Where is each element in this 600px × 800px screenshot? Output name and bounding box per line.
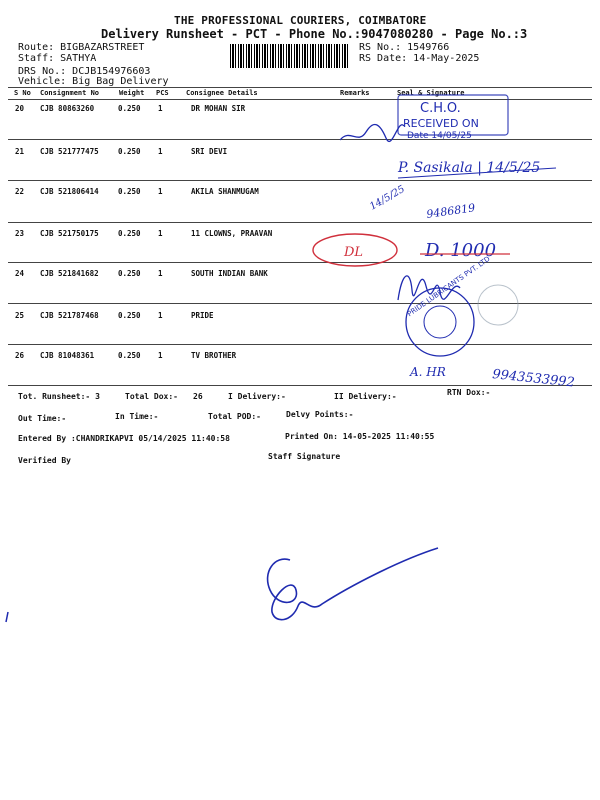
- rs-date: RS Date: 14-May-2025: [359, 53, 480, 64]
- row-weight: 0.250: [118, 311, 141, 320]
- row-sno: 20: [15, 104, 25, 113]
- pride-seal: [406, 255, 492, 356]
- col-remarks: Remarks: [340, 89, 370, 97]
- stamp-date: Date 14/05/25: [407, 131, 472, 141]
- signature-row23: D. 1000: [425, 240, 497, 261]
- row-sno: 23: [15, 229, 25, 238]
- col-consignee: Consignee Details: [186, 89, 258, 97]
- row-weight: 0.250: [118, 269, 141, 278]
- stamp-received: RECEIVED ON: [403, 117, 479, 130]
- i-delivery: I Delivery:-: [228, 392, 286, 401]
- total-dox-value: 26: [193, 392, 203, 401]
- row-pcs: 1: [158, 351, 163, 360]
- staff-label: Staff: SATHYA: [18, 53, 97, 64]
- out-time: Out Time:-: [18, 414, 67, 423]
- total-dox-label: Total Dox:-: [125, 392, 178, 401]
- margin-mark: [6, 612, 8, 622]
- row-pcs: 1: [158, 269, 163, 278]
- row-weight: 0.250: [118, 104, 141, 113]
- col-sno: S No: [14, 89, 31, 97]
- row-sno: 22: [15, 187, 25, 196]
- faded-stamp: [478, 285, 518, 325]
- row-sno: 21: [15, 147, 25, 156]
- drs-number: DRS No.: DCJB154976603: [18, 66, 151, 77]
- row-sno: 26: [15, 351, 25, 360]
- in-time: In Time:-: [115, 412, 159, 421]
- entered-by: Entered By :CHANDRIKAPVI 05/14/2025 11:40:58: [18, 434, 230, 443]
- row-consignment: CJB 521787468: [40, 311, 99, 320]
- verified-by: Verified By: [18, 456, 71, 465]
- printed-on: Printed On: 14-05-2025 11:40:55: [285, 432, 435, 441]
- row-consignee: SOUTH INDIAN BANK: [191, 269, 268, 278]
- row-pcs: 1: [158, 104, 163, 113]
- route-label: Route: BIGBAZARSTREET: [18, 42, 145, 53]
- row-consignment: CJB 521806414: [40, 187, 99, 196]
- rtn-dox: RTN Dox:-: [447, 388, 491, 397]
- row-weight: 0.250: [118, 351, 141, 360]
- note-row23: DL: [344, 245, 364, 260]
- row-consignee: SRI DEVI: [191, 147, 228, 156]
- company-name: THE PROFESSIONAL COURIERS, COIMBATORE: [174, 14, 427, 27]
- staff-signature-label: Staff Signature: [268, 452, 341, 461]
- phone-row26: 9943533992: [491, 367, 576, 391]
- staff-signature: [268, 548, 438, 620]
- signature-row26: A. HR: [410, 365, 446, 379]
- note-row22: 14/5/25: [368, 183, 407, 213]
- row-consignee: AKILA SHANMUGAM: [191, 187, 259, 196]
- row-consignment: CJB 80863260: [40, 104, 95, 113]
- row-sno: 25: [15, 311, 25, 320]
- row-consignee: PRIDE: [191, 311, 214, 320]
- row-pcs: 1: [158, 147, 163, 156]
- stamp-cho: C.H.O.: [420, 101, 461, 116]
- seal-text: PRIDE LUBRICANTS PVT. LTD: [405, 254, 492, 319]
- row-weight: 0.250: [118, 229, 141, 238]
- col-consignment: Consignment No: [40, 89, 100, 97]
- vehicle-label: Vehicle: Big Bag Delivery: [18, 76, 169, 87]
- row-consignment: CJB 81048361: [40, 351, 95, 360]
- row-consignment: CJB 521841682: [40, 269, 99, 278]
- row-sno: 24: [15, 269, 25, 278]
- row-consignment: CJB 521777475: [40, 147, 99, 156]
- row-consignment: CJB 521750175: [40, 229, 99, 238]
- received-stamp: [398, 95, 508, 141]
- row-consignee: DR MOHAN SIR: [191, 104, 246, 113]
- col-pcs: PCS: [156, 89, 169, 97]
- runsheet-title: Delivery Runsheet - PCT - Phone No.:9047080280 - Page No.:3: [101, 27, 528, 41]
- row-weight: 0.250: [118, 187, 141, 196]
- total-runsheet: Tot. Runsheet:- 3: [18, 392, 100, 401]
- ii-delivery: II Delivery:-: [334, 392, 397, 401]
- col-weight: Weight: [119, 89, 145, 97]
- col-seal-signature: Seal & Signature: [397, 89, 465, 97]
- signature-row20: [340, 124, 404, 141]
- row-pcs: 1: [158, 187, 163, 196]
- row-consignee: 11 CLOWNS, PRAAVAN: [191, 229, 273, 238]
- rs-number: RS No.: 1549766: [359, 42, 450, 53]
- row-consignee: TV BROTHER: [191, 351, 237, 360]
- row-pcs: 1: [158, 229, 163, 238]
- signature-row21: P. Sasikala | 14/5/25: [398, 160, 541, 176]
- total-pod: Total POD:-: [208, 412, 261, 421]
- phone-row22: 9486819: [425, 201, 476, 221]
- delvy-points: Delvy Points:-: [286, 410, 354, 419]
- row-pcs: 1: [158, 311, 163, 320]
- row-weight: 0.250: [118, 147, 141, 156]
